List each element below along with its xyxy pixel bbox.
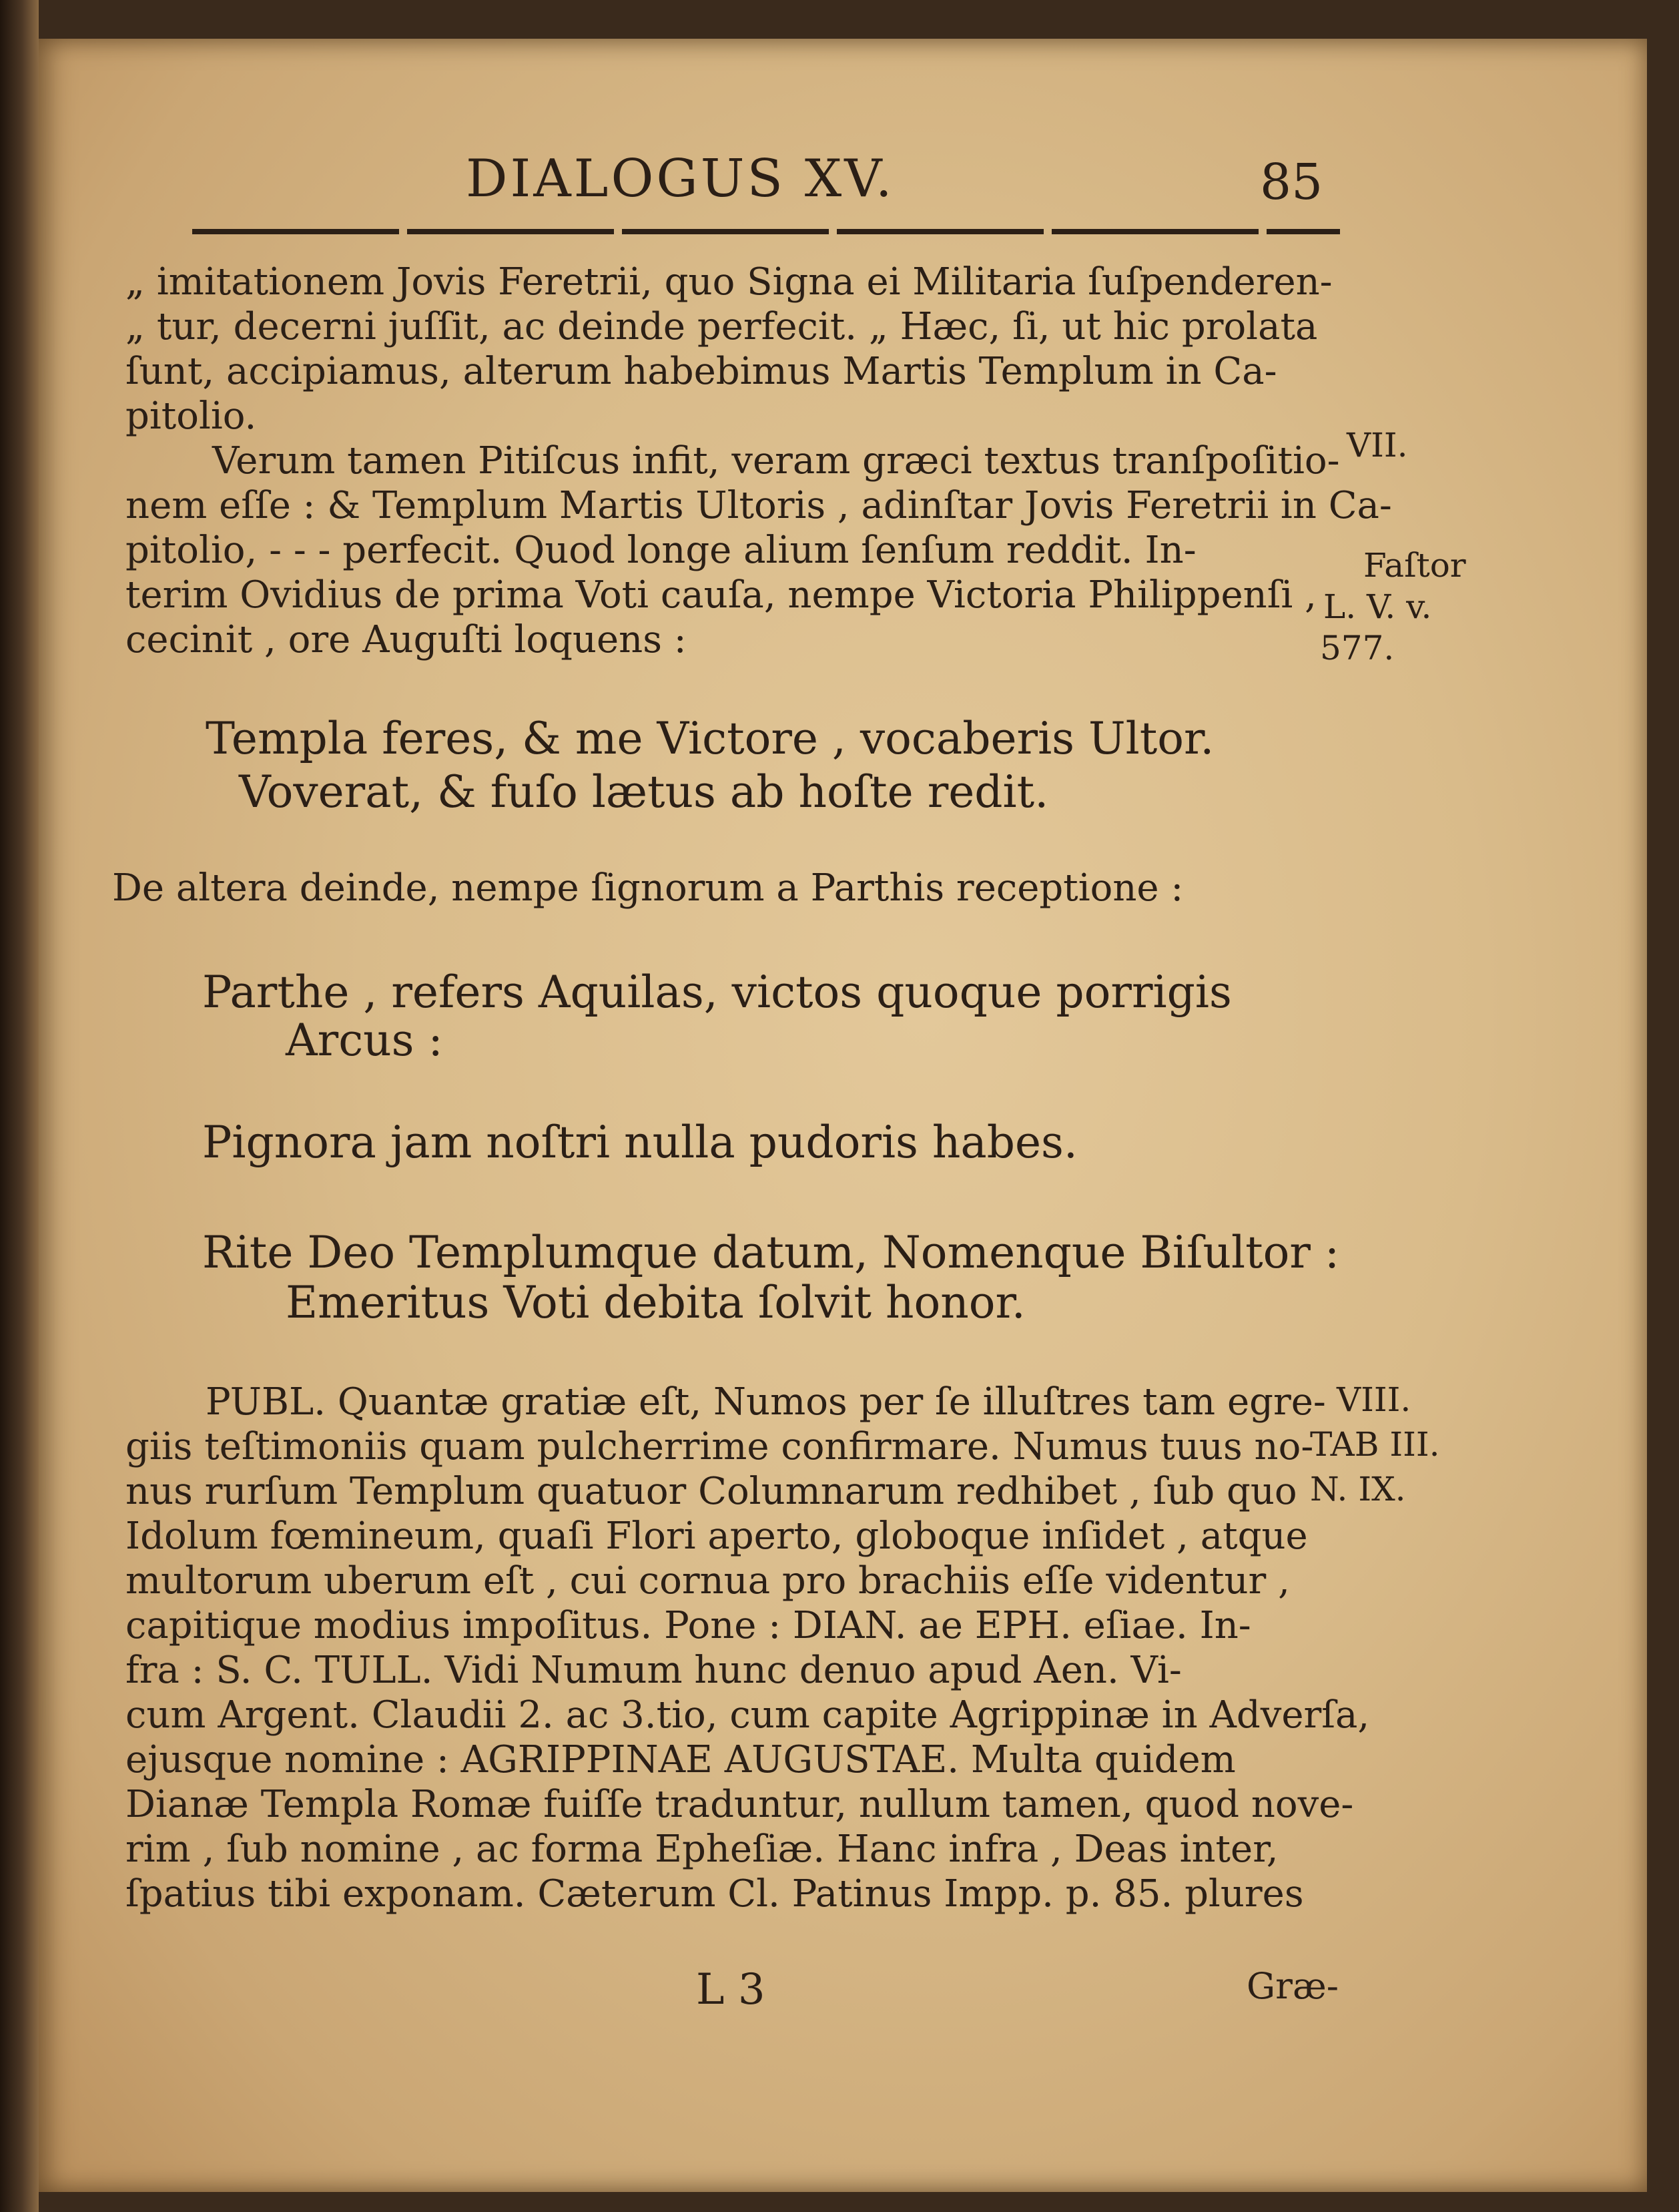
- publ-line: ejusque nomine : AGRIPPINAE AUGUSTAE. Multa quidem: [125, 1738, 1236, 1781]
- verse-line: Rite Deo Templumque datum, Nomenque Biſultor :: [202, 1227, 1340, 1278]
- verse-line: Emeritus Voti debita ſolvit honor.: [286, 1277, 1026, 1328]
- header-rule: [192, 229, 1340, 234]
- publ-line: giis teſtimoniis quam pulcherrime confirmare. Numus tuus no-: [125, 1425, 1314, 1468]
- body-line: terim Ovidius de prima Voti cauſa, nempe Victoria Philippenſi ,: [125, 573, 1317, 617]
- verse-line: Voverat, & fuſo lætus ab hoſte redit.: [239, 766, 1049, 818]
- margin-note-viii: VIII.: [1337, 1380, 1411, 1419]
- margin-note-vii: VII.: [1347, 426, 1408, 465]
- verse-line: Pignora jam noſtri nulla pudoris habes.: [202, 1117, 1078, 1168]
- book-binding-edge: [0, 0, 39, 2212]
- verse-line: Parthe , refers Aquilas, victos quoque porrigis: [202, 966, 1232, 1018]
- publ-line: PUBL. Quantæ gratiæ eſt, Numos per ſe illuſtres tam egre-: [206, 1380, 1326, 1424]
- publ-line: Dianæ Templa Romæ fuiſſe traduntur, nullum tamen, quod nove-: [125, 1783, 1354, 1826]
- verse-line: Templa feres, & me Victore , vocaberis Ultor.: [206, 713, 1215, 764]
- publ-line: ſpatius tibi exponam. Cæterum Cl. Patinus Impp. p. 85. plures: [125, 1872, 1304, 1916]
- body-line: cecinit , ore Auguſti loquens :: [125, 618, 687, 661]
- publ-line: multorum uberum eſt , cui cornua pro brachiis eſſe videntur ,: [125, 1559, 1290, 1603]
- publ-line: cum Argent. Claudii 2. ac 3.tio, cum capite Agrippinæ in Adverſa,: [125, 1693, 1370, 1737]
- running-head-title: DIALOGUS XV.: [466, 149, 895, 209]
- publ-line: Idolum fœmineum, quaſi Flori aperto, globoque inſidet , atque: [125, 1514, 1308, 1558]
- catchword: Græ-: [1247, 1965, 1339, 2007]
- body-line: pitolio, - - - perfecit. Quod longe alium ſenſum reddit. In-: [125, 529, 1197, 572]
- body-line: nem eſſe : & Templum Martis Ultoris , adinſtar Jovis Feretrii in Ca-: [125, 484, 1392, 527]
- margin-note-fastor: Faſtor: [1363, 546, 1466, 585]
- body-line: pitolio.: [125, 394, 257, 438]
- page-number: 85: [1260, 154, 1323, 211]
- publ-line: rim , ſub nomine , ac forma Epheſiæ. Hanc infra , Deas inter,: [125, 1828, 1279, 1871]
- margin-note-fastor-ref: L. V. v.: [1323, 587, 1432, 626]
- intro-line: De altera deinde, nempe ſignorum a Parthis receptione :: [112, 866, 1184, 910]
- body-line: Verum tamen Pitiſcus infit, veram græci textus tranſpoſitio-: [212, 439, 1340, 483]
- verse-line: Arcus :: [286, 1015, 443, 1066]
- publ-line: capitique modius impoſitus. Pone : DIAN. ae EPH. eſiae. In-: [125, 1604, 1251, 1647]
- body-line: ſunt, accipiamus, alterum habebimus Martis Templum in Ca-: [125, 350, 1277, 393]
- margin-note-fastor-line: 577.: [1320, 629, 1395, 667]
- book-page: [39, 39, 1647, 2192]
- margin-note-tab: TAB III.: [1310, 1425, 1440, 1464]
- publ-line: nus rurſum Templum quatuor Columnarum redhibet , ſub quo: [125, 1470, 1297, 1513]
- publ-line: fra : S. C. TULL. Vidi Numum hunc denuo apud Aen. Vi-: [125, 1649, 1182, 1692]
- signature-mark: L 3: [696, 1965, 765, 2014]
- body-line: „ imitationem Jovis Feretrii, quo Signa ei Militaria ſuſpenderen-: [125, 260, 1333, 304]
- margin-note-nix: N. IX.: [1310, 1470, 1406, 1508]
- body-line: „ tur, decerni juſſit, ac deinde perfecit. „ Hæc, ſi, ut hic prolata: [125, 305, 1318, 348]
